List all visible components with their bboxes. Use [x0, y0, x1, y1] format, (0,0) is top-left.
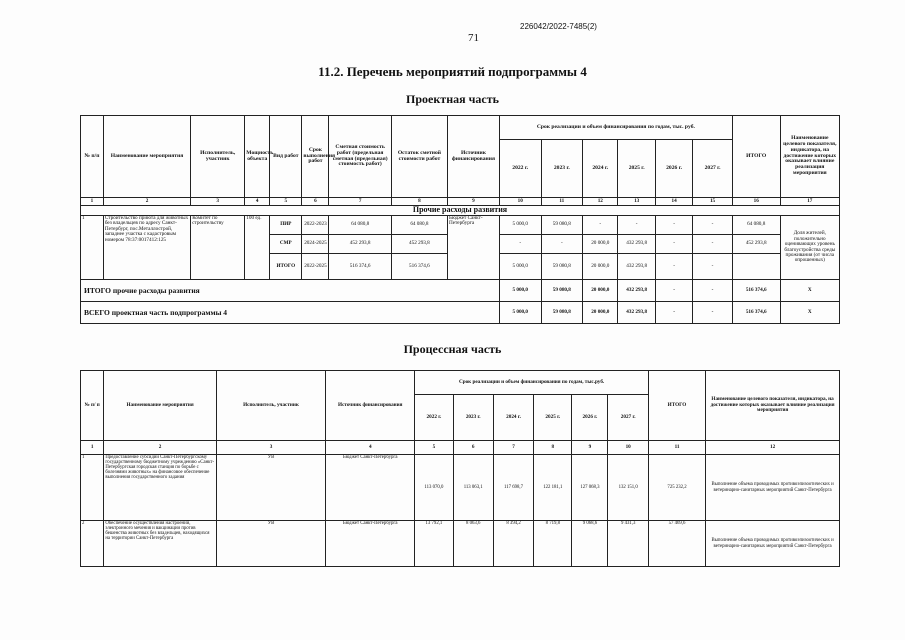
row-total: 725 232,2 — [648, 455, 705, 521]
row-total — [732, 254, 780, 280]
total-indicator: X — [780, 280, 839, 302]
row-2023: 59 080,8 — [541, 254, 583, 280]
header-2027: 2027 г. — [608, 395, 648, 441]
col-number: 13 — [618, 198, 655, 206]
header-total: ИТОГО — [732, 116, 780, 198]
col-number: 4 — [326, 441, 415, 455]
section-title: Прочие расходы развития — [81, 206, 840, 216]
row-2024: 20 000,0 — [583, 235, 618, 254]
row-2022: 5 000,0 — [499, 254, 541, 280]
header-cost: Сметная стоимость работ (предельная сметная (предельная) стоимость работ) — [329, 116, 391, 198]
total-sum: 516 374,6 — [732, 280, 780, 302]
total-indicator: X — [780, 302, 839, 324]
row-total: 452 293,8 — [732, 235, 780, 254]
col-number: 10 — [608, 441, 648, 455]
header-2026: 2026 г. — [572, 395, 608, 441]
total-row — [81, 302, 840, 324]
total-other-label: ИТОГО прочие расходы развития — [81, 280, 500, 302]
row-term: 2022-2025 — [302, 254, 329, 280]
col-number: 6 — [453, 441, 493, 455]
document-number: 226042/2022-7485(2) — [520, 22, 597, 31]
header-term: Срок выполнения работ — [302, 116, 329, 198]
header-2022: 2022 г. — [415, 395, 453, 441]
header-power: Мощность объекта — [245, 116, 270, 198]
page-title: 11.2. Перечень мероприятий подпрограммы 4 — [318, 64, 587, 79]
row-exec: УВ — [216, 521, 325, 567]
col-number: 9 — [447, 198, 499, 206]
row-total: 57 469,6 — [648, 521, 705, 567]
col-number: 14 — [655, 198, 692, 206]
col-number: 8 — [391, 198, 447, 206]
col-number: 4 — [245, 198, 270, 206]
col-number: 10 — [499, 198, 541, 206]
row-remainder: 452 293,8 — [391, 235, 447, 254]
col-number: 2 — [104, 441, 217, 455]
total-2027: - — [693, 302, 733, 324]
process-heading: Процессная часть — [403, 342, 502, 356]
row-2027: 9 431,3 — [608, 521, 648, 567]
row-2023: 59 080,8 — [541, 216, 583, 235]
header-work-type: Вид работ — [270, 116, 302, 198]
header-name: Наименование мероприятия — [104, 371, 217, 441]
row-2022: 13 792,1 — [415, 521, 453, 567]
row-num: 1 — [81, 455, 104, 521]
row-indicator: Выполнение объема проводимых противоэпизоотических и ветеринарно-санитарных мероприятий Санкт-Петербурга — [706, 521, 840, 567]
row-2023: 8 063,6 — [453, 521, 493, 567]
row-source: Бюджет Санкт-Петербурга — [326, 521, 415, 567]
header-source: Источник финансирования — [326, 371, 415, 441]
row-power: 100 ед. — [245, 216, 270, 280]
total-2024: 20 000,0 — [583, 302, 618, 324]
header-num: № п/п — [81, 116, 104, 198]
col-number: 7 — [329, 198, 391, 206]
row-name: Строительство приюта для животных без владельцев по адресу Санкт-Петербург, пос.Металлострой, западнее участка с кадастровым номером 78:37:0017412:125 — [103, 216, 190, 280]
header-num: № п/ п — [81, 371, 104, 441]
row-2024: 117 698,7 — [493, 455, 533, 521]
header-period-group: Срок реализации и объем финансирования по годам, тыс. руб. — [499, 116, 732, 140]
total-2025: 432 293,8 — [618, 302, 655, 324]
row-2025: 8 719,8 — [534, 521, 572, 567]
header-total: ИТОГО — [648, 371, 705, 441]
row-2027: - — [693, 254, 733, 280]
header-2026: 2026 г. — [655, 140, 692, 198]
header-2024: 2024 г. — [493, 395, 533, 441]
col-number: 16 — [732, 198, 780, 206]
header-2023: 2023 г. — [541, 140, 583, 198]
row-2025: - — [618, 216, 655, 235]
header-exec: Исполнитель, участник — [191, 116, 245, 198]
project-table — [80, 115, 840, 324]
row-exec: УВ — [216, 455, 325, 521]
col-number: 12 — [583, 198, 618, 206]
row-2025: 122 181,1 — [534, 455, 572, 521]
total-2024: 20 000,0 — [583, 280, 618, 302]
total-row — [81, 280, 840, 302]
row-source: Бюджет Санкт-Петербурга — [447, 216, 499, 280]
total-2026: - — [655, 280, 692, 302]
row-2024: 8 394,2 — [493, 521, 533, 567]
row-indicator: Доля жителей, положительно оценивающих уровень благоустройства среды проживания (от числа опрошенных) — [780, 216, 839, 280]
header-period-group: Срок реализации и объем финансирования по годам, тыс.руб. — [415, 371, 649, 395]
header-2022: 2022 г. — [499, 140, 541, 198]
col-number: 11 — [648, 441, 705, 455]
row-name: Предоставление субсидии Санкт-Петербургскому государственному бюджетному учреждению «Санкт-Петербургская городская станция по борьбе с болезнями животных» на финансовое обеспечение выполнения государственного задания — [104, 455, 217, 521]
total-2023: 59 080,8 — [541, 280, 583, 302]
total-2023: 59 080,8 — [541, 302, 583, 324]
row-2022: 5 000,0 — [499, 216, 541, 235]
col-number: 12 — [706, 441, 840, 455]
process-table — [80, 370, 840, 567]
col-number: 15 — [693, 198, 733, 206]
row-2027: - — [693, 235, 733, 254]
total-2022: 5 000,0 — [499, 280, 541, 302]
row-work-type: СМР — [270, 235, 302, 254]
col-number: 1 — [81, 441, 104, 455]
total-2026: - — [655, 302, 692, 324]
row-cost: 452 293,8 — [329, 235, 391, 254]
project-heading: Проектная часть — [406, 92, 499, 106]
row-2023: 113 063,1 — [453, 455, 493, 521]
header-indicator: Наименование целевого показателя, индикатора, на достижение которых оказывает влияние реализация мероприятия — [706, 371, 840, 441]
header-2025: 2025 г. — [618, 140, 655, 198]
row-indicator: Выполнение объема проводимых противоэпизоотических и ветеринарно-санитарных мероприятий Санкт-Петербурга — [706, 455, 840, 521]
row-2025: 432 293,8 — [618, 235, 655, 254]
total-all-label: ВСЕГО проектная часть подпрограммы 4 — [81, 302, 500, 324]
row-2022: - — [499, 235, 541, 254]
row-num: 2 — [81, 521, 104, 567]
header-2024: 2024 г. — [583, 140, 618, 198]
header-remainder: Остаток сметной стоимости работ — [391, 116, 447, 198]
row-num: 1 — [81, 216, 104, 280]
row-term: 2022-2023 — [302, 216, 329, 235]
page-number: 71 — [468, 32, 479, 44]
row-term: 2024-2025 — [302, 235, 329, 254]
row-2026: 9 068,6 — [572, 521, 608, 567]
table-row — [81, 216, 840, 235]
row-2026: - — [655, 254, 692, 280]
row-source: Бюджет Санкт-Петербурга — [326, 455, 415, 521]
col-number: 7 — [493, 441, 533, 455]
col-number: 6 — [302, 198, 329, 206]
row-exec: Комитет по строительству — [191, 216, 245, 280]
row-name: Обеспечение осуществления настроений, электронного мечения и вакцинации против бешенства животных без владельцев, находящихся на территории Санкт-Петербурга — [104, 521, 217, 567]
col-number: 3 — [216, 441, 325, 455]
header-exec: Исполнитель, участник — [216, 371, 325, 441]
row-2027: - — [693, 216, 733, 235]
header-name: Наименование мероприятия — [103, 116, 190, 198]
row-cost: 516 374,6 — [329, 254, 391, 280]
row-2022: 113 070,0 — [415, 455, 453, 521]
header-indicator: Наименование целевого показателя, индикатора, на достижение которых оказывает влияние реализация мероприятия — [780, 116, 839, 198]
row-2026: - — [655, 216, 692, 235]
col-number: 3 — [191, 198, 245, 206]
header-source: Источник финансирования — [447, 116, 499, 198]
row-total: 64 080,8 — [732, 216, 780, 235]
row-work-type: ИТОГО — [270, 254, 302, 280]
col-number: 1 — [81, 198, 104, 206]
row-2026: - — [655, 235, 692, 254]
header-2025: 2025 г. — [534, 395, 572, 441]
row-2026: 127 068,3 — [572, 455, 608, 521]
header-2023: 2023 г. — [453, 395, 493, 441]
total-2027: - — [693, 280, 733, 302]
col-number: 9 — [572, 441, 608, 455]
col-number: 2 — [103, 198, 190, 206]
row-2023: - — [541, 235, 583, 254]
table-row — [81, 521, 840, 567]
col-number: 17 — [780, 198, 839, 206]
col-number: 8 — [534, 441, 572, 455]
column-numbers-row — [81, 198, 840, 206]
column-numbers-row — [81, 441, 840, 455]
header-2027: 2027 г. — [693, 140, 733, 198]
table-row — [81, 455, 840, 521]
col-number: 11 — [541, 198, 583, 206]
row-remainder: 516 374,6 — [391, 254, 447, 280]
total-2022: 5 000,0 — [499, 302, 541, 324]
total-2025: 432 293,8 — [618, 280, 655, 302]
row-2025: 432 293,8 — [618, 254, 655, 280]
row-2024: 20 000,0 — [583, 254, 618, 280]
row-2027: 132 151,0 — [608, 455, 648, 521]
row-work-type: ПИР — [270, 216, 302, 235]
col-number: 5 — [270, 198, 302, 206]
row-cost: 64 080,8 — [329, 216, 391, 235]
row-remainder: 64 080,8 — [391, 216, 447, 235]
total-sum: 516 374,6 — [732, 302, 780, 324]
row-2024: - — [583, 216, 618, 235]
col-number: 5 — [415, 441, 453, 455]
